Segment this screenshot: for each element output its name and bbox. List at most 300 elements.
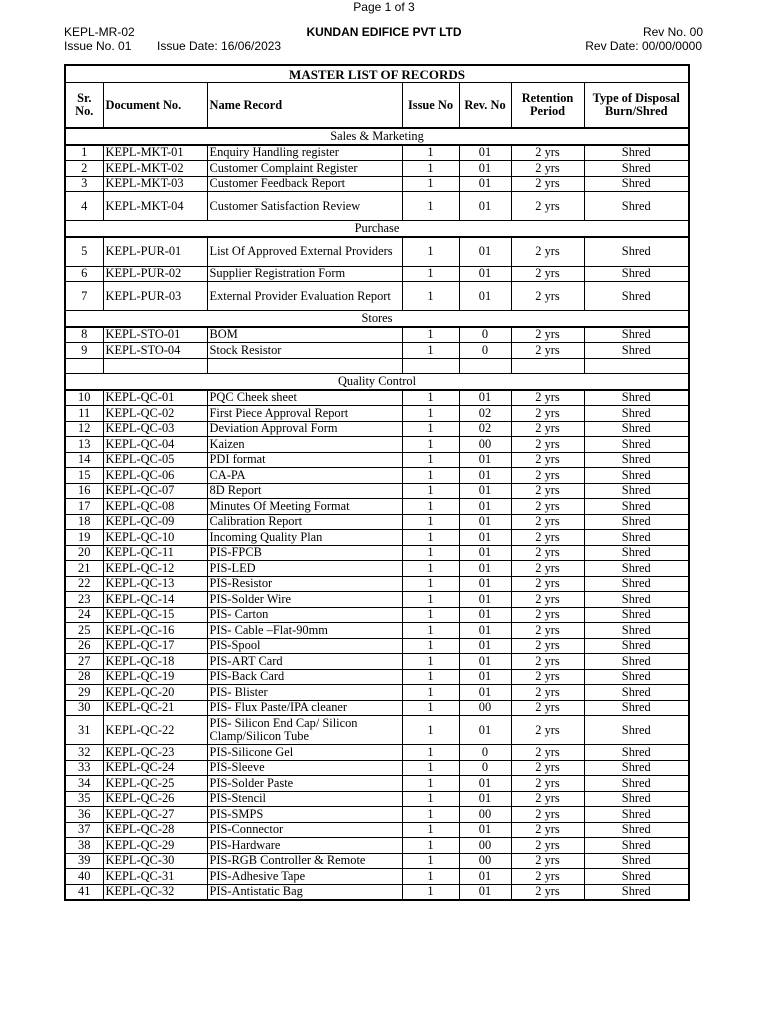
col-header-sr-no: Sr. No.	[65, 83, 103, 129]
cell-name-record: PIS- Cable –Flat-90mm	[207, 623, 402, 639]
cell-document-no: KEPL-STO-01	[103, 327, 207, 343]
cell-name-record: 8D Report	[207, 483, 402, 499]
cell-document-no: KEPL-QC-16	[103, 623, 207, 639]
table-row	[65, 654, 689, 670]
table-row	[65, 176, 689, 192]
cell-name-record: PIS-ART Card	[207, 654, 402, 670]
cell-name-record: Customer Feedback Report	[207, 176, 402, 192]
column-header-row	[65, 83, 689, 129]
table-row	[65, 807, 689, 823]
cell-disposal-type: Shred	[584, 390, 689, 406]
cell-document-no: KEPL-QC-20	[103, 685, 207, 701]
cell-document-no: KEPL-QC-22	[103, 716, 207, 745]
cell-retention-period: 2 yrs	[511, 576, 584, 592]
cell-issue-no: 1	[402, 576, 459, 592]
cell-disposal-type: Shred	[584, 654, 689, 670]
cell-name-record: Minutes Of Meeting Format	[207, 499, 402, 515]
cell-issue-no: 1	[402, 822, 459, 838]
cell-rev-no: 01	[459, 483, 511, 499]
col-header-issue-no: Issue No	[402, 83, 459, 129]
cell-rev-no: 0	[459, 760, 511, 776]
col-header-name-record: Name Record	[207, 83, 402, 129]
cell-disposal-type: Shred	[584, 192, 689, 221]
cell-sr-no: 3	[65, 176, 103, 192]
cell-name-record: PIS-Stencil	[207, 791, 402, 807]
cell-sr-no: 38	[65, 838, 103, 854]
table-row	[65, 406, 689, 422]
cell-retention-period: 2 yrs	[511, 654, 584, 670]
cell-retention-period: 2 yrs	[511, 607, 584, 623]
section-title: Stores	[65, 311, 689, 327]
cell-issue-no: 1	[402, 161, 459, 177]
cell-retention-period	[511, 358, 584, 374]
cell-sr-no: 31	[65, 716, 103, 745]
cell-disposal-type: Shred	[584, 669, 689, 685]
cell-retention-period: 2 yrs	[511, 776, 584, 792]
cell-name-record: PIS-Sleeve	[207, 760, 402, 776]
cell-issue-no: 1	[402, 884, 459, 900]
cell-name-record: Calibration Report	[207, 514, 402, 530]
section-header-row	[65, 221, 689, 237]
cell-retention-period: 2 yrs	[511, 483, 584, 499]
cell-document-no: KEPL-QC-24	[103, 760, 207, 776]
table-row	[65, 791, 689, 807]
cell-document-no: KEPL-QC-07	[103, 483, 207, 499]
table-row	[65, 282, 689, 311]
cell-issue-no: 1	[402, 437, 459, 453]
cell-issue-no: 1	[402, 483, 459, 499]
cell-issue-no: 1	[402, 545, 459, 561]
cell-sr-no: 33	[65, 760, 103, 776]
cell-document-no	[103, 358, 207, 374]
cell-disposal-type: Shred	[584, 282, 689, 311]
cell-retention-period: 2 yrs	[511, 266, 584, 282]
cell-issue-no: 1	[402, 192, 459, 221]
cell-rev-no: 01	[459, 869, 511, 885]
cell-document-no: KEPL-QC-05	[103, 452, 207, 468]
cell-rev-no: 0	[459, 343, 511, 359]
cell-disposal-type: Shred	[584, 406, 689, 422]
cell-issue-no: 1	[402, 176, 459, 192]
cell-disposal-type: Shred	[584, 716, 689, 745]
cell-name-record: PIS-Connector	[207, 822, 402, 838]
cell-disposal-type: Shred	[584, 561, 689, 577]
cell-document-no: KEPL-QC-03	[103, 421, 207, 437]
cell-name-record	[207, 358, 402, 374]
cell-retention-period: 2 yrs	[511, 390, 584, 406]
cell-disposal-type: Shred	[584, 176, 689, 192]
cell-disposal-type: Shred	[584, 483, 689, 499]
cell-retention-period: 2 yrs	[511, 838, 584, 854]
cell-retention-period: 2 yrs	[511, 437, 584, 453]
cell-rev-no: 02	[459, 406, 511, 422]
table-row	[65, 822, 689, 838]
cell-disposal-type: Shred	[584, 638, 689, 654]
cell-rev-no: 01	[459, 623, 511, 639]
cell-rev-no: 01	[459, 592, 511, 608]
cell-document-no: KEPL-QC-32	[103, 884, 207, 900]
table-row	[65, 576, 689, 592]
cell-retention-period: 2 yrs	[511, 669, 584, 685]
cell-name-record: PIS-Solder Paste	[207, 776, 402, 792]
cell-document-no: KEPL-PUR-03	[103, 282, 207, 311]
cell-rev-no: 00	[459, 700, 511, 716]
cell-rev-no: 01	[459, 776, 511, 792]
table-row	[65, 638, 689, 654]
table-title: MASTER LIST OF RECORDS	[65, 65, 689, 83]
cell-name-record: BOM	[207, 327, 402, 343]
cell-sr-no: 21	[65, 561, 103, 577]
cell-issue-no: 1	[402, 669, 459, 685]
cell-document-no: KEPL-QC-14	[103, 592, 207, 608]
cell-retention-period: 2 yrs	[511, 237, 584, 267]
cell-document-no: KEPL-QC-26	[103, 791, 207, 807]
table-body	[65, 128, 689, 900]
cell-disposal-type: Shred	[584, 452, 689, 468]
table-row	[65, 685, 689, 701]
cell-sr-no: 20	[65, 545, 103, 561]
cell-sr-no: 29	[65, 685, 103, 701]
cell-sr-no: 26	[65, 638, 103, 654]
section-header-row	[65, 311, 689, 327]
cell-rev-no: 01	[459, 561, 511, 577]
cell-rev-no: 00	[459, 437, 511, 453]
cell-sr-no: 22	[65, 576, 103, 592]
cell-rev-no: 01	[459, 145, 511, 161]
cell-document-no: KEPL-QC-29	[103, 838, 207, 854]
cell-retention-period: 2 yrs	[511, 700, 584, 716]
cell-document-no: KEPL-MKT-01	[103, 145, 207, 161]
cell-document-no: KEPL-QC-27	[103, 807, 207, 823]
cell-disposal-type: Shred	[584, 499, 689, 515]
cell-retention-period: 2 yrs	[511, 685, 584, 701]
cell-issue-no: 1	[402, 869, 459, 885]
table-row	[65, 745, 689, 761]
cell-rev-no: 01	[459, 530, 511, 546]
cell-sr-no: 14	[65, 452, 103, 468]
cell-document-no: KEPL-MKT-02	[103, 161, 207, 177]
table-row	[65, 145, 689, 161]
cell-disposal-type: Shred	[584, 791, 689, 807]
cell-issue-no: 1	[402, 406, 459, 422]
issue-date: Issue Date: 16/06/2023	[157, 39, 282, 53]
cell-issue-no: 1	[402, 266, 459, 282]
cell-disposal-type: Shred	[584, 776, 689, 792]
cell-disposal-type: Shred	[584, 853, 689, 869]
cell-document-no: KEPL-QC-25	[103, 776, 207, 792]
section-title: Quality Control	[65, 374, 689, 390]
table-row	[65, 390, 689, 406]
table-row	[65, 192, 689, 221]
cell-document-no: KEPL-QC-21	[103, 700, 207, 716]
cell-issue-no: 1	[402, 700, 459, 716]
cell-sr-no: 7	[65, 282, 103, 311]
document-code: KEPL-MR-02	[64, 25, 135, 39]
cell-document-no: KEPL-QC-15	[103, 607, 207, 623]
cell-sr-no: 25	[65, 623, 103, 639]
cell-name-record: PIS- Silicon End Cap/ Silicon Clamp/Silicon Tube	[207, 716, 402, 745]
cell-issue-no: 1	[402, 853, 459, 869]
cell-disposal-type: Shred	[584, 161, 689, 177]
cell-disposal-type: Shred	[584, 807, 689, 823]
table-row	[65, 776, 689, 792]
cell-name-record: Customer Complaint Register	[207, 161, 402, 177]
cell-retention-period: 2 yrs	[511, 327, 584, 343]
table-row	[65, 483, 689, 499]
cell-issue-no	[402, 358, 459, 374]
table-row	[65, 514, 689, 530]
cell-issue-no: 1	[402, 282, 459, 311]
cell-name-record: Supplier Registration Form	[207, 266, 402, 282]
cell-rev-no: 01	[459, 499, 511, 515]
cell-disposal-type: Shred	[584, 592, 689, 608]
cell-document-no: KEPL-QC-09	[103, 514, 207, 530]
cell-name-record: Customer Satisfaction Review	[207, 192, 402, 221]
cell-rev-no: 0	[459, 327, 511, 343]
cell-sr-no: 28	[65, 669, 103, 685]
cell-issue-no: 1	[402, 776, 459, 792]
table-row	[65, 760, 689, 776]
table-row	[65, 669, 689, 685]
section-title: Purchase	[65, 221, 689, 237]
cell-issue-no: 1	[402, 654, 459, 670]
cell-issue-no: 1	[402, 530, 459, 546]
cell-issue-no: 1	[402, 327, 459, 343]
col-header-retention-period: Retention Period	[511, 83, 584, 129]
cell-name-record: PIS-Resistor	[207, 576, 402, 592]
cell-disposal-type: Shred	[584, 266, 689, 282]
cell-disposal-type: Shred	[584, 327, 689, 343]
cell-sr-no: 6	[65, 266, 103, 282]
cell-sr-no: 36	[65, 807, 103, 823]
cell-retention-period: 2 yrs	[511, 638, 584, 654]
cell-issue-no: 1	[402, 499, 459, 515]
cell-name-record: CA-PA	[207, 468, 402, 484]
cell-issue-no: 1	[402, 623, 459, 639]
cell-sr-no: 40	[65, 869, 103, 885]
cell-issue-no: 1	[402, 638, 459, 654]
cell-rev-no: 01	[459, 452, 511, 468]
cell-rev-no: 01	[459, 607, 511, 623]
cell-document-no: KEPL-PUR-02	[103, 266, 207, 282]
cell-retention-period: 2 yrs	[511, 530, 584, 546]
cell-name-record: PIS-LED	[207, 561, 402, 577]
table-row	[65, 716, 689, 745]
cell-sr-no: 37	[65, 822, 103, 838]
cell-rev-no: 02	[459, 421, 511, 437]
cell-document-no: KEPL-QC-31	[103, 869, 207, 885]
cell-sr-no: 35	[65, 791, 103, 807]
cell-retention-period: 2 yrs	[511, 716, 584, 745]
cell-disposal-type: Shred	[584, 700, 689, 716]
cell-sr-no: 23	[65, 592, 103, 608]
cell-rev-no: 01	[459, 576, 511, 592]
table-row	[65, 437, 689, 453]
cell-sr-no: 2	[65, 161, 103, 177]
cell-name-record: List Of Approved External Providers	[207, 237, 402, 267]
cell-rev-no: 01	[459, 884, 511, 900]
cell-name-record: Enquiry Handling register	[207, 145, 402, 161]
revision-date: Rev Date: 00/00/0000	[585, 39, 702, 53]
cell-document-no: KEPL-QC-10	[103, 530, 207, 546]
cell-sr-no: 34	[65, 776, 103, 792]
cell-issue-no: 1	[402, 452, 459, 468]
cell-name-record: Deviation Approval Form	[207, 421, 402, 437]
cell-rev-no: 01	[459, 282, 511, 311]
cell-issue-no: 1	[402, 145, 459, 161]
table-row	[65, 499, 689, 515]
cell-rev-no: 00	[459, 838, 511, 854]
cell-rev-no: 01	[459, 266, 511, 282]
cell-issue-no: 1	[402, 716, 459, 745]
cell-disposal-type: Shred	[584, 468, 689, 484]
cell-document-no: KEPL-QC-04	[103, 437, 207, 453]
cell-sr-no: 41	[65, 884, 103, 900]
cell-sr-no: 15	[65, 468, 103, 484]
cell-disposal-type: Shred	[584, 421, 689, 437]
cell-rev-no: 01	[459, 685, 511, 701]
cell-sr-no: 39	[65, 853, 103, 869]
cell-rev-no	[459, 358, 511, 374]
cell-name-record: PIS- Blister	[207, 685, 402, 701]
col-header-document-no: Document No.	[103, 83, 207, 129]
page-number: Page 1 of 3	[353, 0, 415, 14]
table-row	[65, 884, 689, 900]
cell-sr-no: 9	[65, 343, 103, 359]
cell-sr-no: 8	[65, 327, 103, 343]
table-row	[65, 700, 689, 716]
cell-document-no: KEPL-QC-28	[103, 822, 207, 838]
cell-document-no: KEPL-QC-13	[103, 576, 207, 592]
cell-name-record: PQC Cheek sheet	[207, 390, 402, 406]
cell-rev-no: 01	[459, 192, 511, 221]
cell-retention-period: 2 yrs	[511, 514, 584, 530]
section-header-row	[65, 128, 689, 145]
cell-sr-no: 24	[65, 607, 103, 623]
cell-name-record: PIS- Flux Paste/IPA cleaner	[207, 700, 402, 716]
revision-number: Rev No. 00	[642, 25, 703, 39]
cell-document-no: KEPL-QC-11	[103, 545, 207, 561]
company-name: KUNDAN EDIFICE PVT LTD	[306, 25, 462, 39]
cell-disposal-type: Shred	[584, 145, 689, 161]
table-row	[65, 838, 689, 854]
cell-name-record: PIS-RGB Controller & Remote	[207, 853, 402, 869]
cell-rev-no: 01	[459, 822, 511, 838]
cell-document-no: KEPL-QC-30	[103, 853, 207, 869]
cell-document-no: KEPL-QC-17	[103, 638, 207, 654]
cell-retention-period: 2 yrs	[511, 499, 584, 515]
table-row	[65, 623, 689, 639]
cell-name-record: Stock Resistor	[207, 343, 402, 359]
table-row	[65, 327, 689, 343]
cell-sr-no: 17	[65, 499, 103, 515]
table-row	[65, 869, 689, 885]
cell-retention-period: 2 yrs	[511, 545, 584, 561]
cell-rev-no: 01	[459, 468, 511, 484]
cell-disposal-type: Shred	[584, 576, 689, 592]
section-title: Sales & Marketing	[65, 128, 689, 145]
cell-document-no: KEPL-QC-08	[103, 499, 207, 515]
cell-document-no: KEPL-STO-04	[103, 343, 207, 359]
cell-rev-no: 01	[459, 390, 511, 406]
cell-rev-no: 01	[459, 176, 511, 192]
cell-sr-no: 13	[65, 437, 103, 453]
cell-name-record: PIS-Solder Wire	[207, 592, 402, 608]
cell-retention-period: 2 yrs	[511, 745, 584, 761]
cell-issue-no: 1	[402, 592, 459, 608]
cell-disposal-type	[584, 358, 689, 374]
cell-issue-no: 1	[402, 237, 459, 267]
cell-disposal-type: Shred	[584, 237, 689, 267]
table-row	[65, 545, 689, 561]
col-header-rev-no: Rev. No	[459, 83, 511, 129]
cell-retention-period: 2 yrs	[511, 807, 584, 823]
issue-number: Issue No. 01	[64, 39, 132, 53]
cell-issue-no: 1	[402, 561, 459, 577]
cell-rev-no: 01	[459, 654, 511, 670]
table-row	[65, 161, 689, 177]
cell-retention-period: 2 yrs	[511, 421, 584, 437]
cell-name-record: PIS-Spool	[207, 638, 402, 654]
cell-disposal-type: Shred	[584, 869, 689, 885]
cell-document-no: KEPL-QC-12	[103, 561, 207, 577]
cell-sr-no: 5	[65, 237, 103, 267]
cell-issue-no: 1	[402, 760, 459, 776]
cell-disposal-type: Shred	[584, 343, 689, 359]
cell-disposal-type: Shred	[584, 530, 689, 546]
cell-issue-no: 1	[402, 685, 459, 701]
table-row	[65, 468, 689, 484]
cell-issue-no: 1	[402, 745, 459, 761]
cell-retention-period: 2 yrs	[511, 592, 584, 608]
cell-sr-no: 18	[65, 514, 103, 530]
cell-retention-period: 2 yrs	[511, 760, 584, 776]
cell-retention-period: 2 yrs	[511, 192, 584, 221]
cell-name-record: First Piece Approval Report	[207, 406, 402, 422]
cell-document-no: KEPL-QC-18	[103, 654, 207, 670]
cell-sr-no: 16	[65, 483, 103, 499]
cell-disposal-type: Shred	[584, 437, 689, 453]
cell-document-no: KEPL-PUR-01	[103, 237, 207, 267]
table-row	[65, 530, 689, 546]
cell-retention-period: 2 yrs	[511, 282, 584, 311]
table-row	[65, 421, 689, 437]
cell-name-record: PIS-Adhesive Tape	[207, 869, 402, 885]
cell-retention-period: 2 yrs	[511, 161, 584, 177]
cell-sr-no: 11	[65, 406, 103, 422]
table-row	[65, 343, 689, 359]
table-row	[65, 452, 689, 468]
cell-sr-no	[65, 358, 103, 374]
cell-issue-no: 1	[402, 390, 459, 406]
cell-name-record: External Provider Evaluation Report	[207, 282, 402, 311]
cell-issue-no: 1	[402, 343, 459, 359]
cell-rev-no: 00	[459, 853, 511, 869]
cell-rev-no: 01	[459, 638, 511, 654]
cell-retention-period: 2 yrs	[511, 468, 584, 484]
cell-name-record: PIS-Hardware	[207, 838, 402, 854]
cell-document-no: KEPL-QC-23	[103, 745, 207, 761]
cell-issue-no: 1	[402, 514, 459, 530]
cell-document-no: KEPL-MKT-03	[103, 176, 207, 192]
cell-name-record: PIS-Back Card	[207, 669, 402, 685]
cell-name-record: PIS-SMPS	[207, 807, 402, 823]
cell-rev-no: 01	[459, 161, 511, 177]
cell-document-no: KEPL-QC-02	[103, 406, 207, 422]
cell-name-record: Incoming Quality Plan	[207, 530, 402, 546]
table-row	[65, 237, 689, 267]
table-row	[65, 607, 689, 623]
